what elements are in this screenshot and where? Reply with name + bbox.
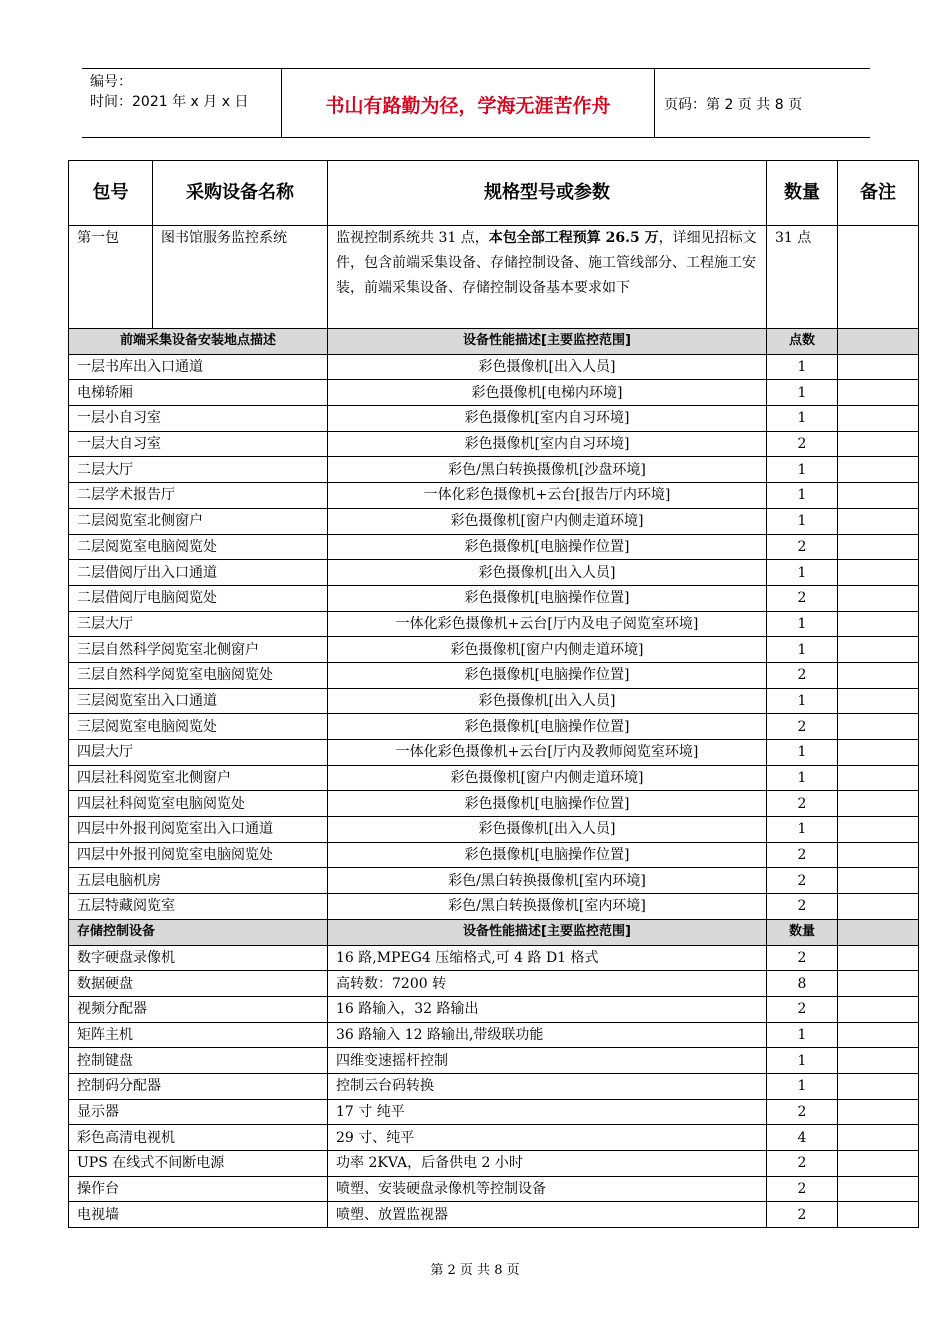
point-count: 2 <box>767 842 838 868</box>
storage-row <box>69 1176 919 1202</box>
front-end-row <box>69 585 919 611</box>
device-description: 一体化彩色摄像机+云台[厅内及电子阅览室环境] <box>328 611 767 637</box>
remark-cell <box>838 1022 919 1048</box>
point-count: 2 <box>767 868 838 894</box>
table-header-row <box>69 161 919 226</box>
remark-cell <box>838 457 919 483</box>
remark-cell <box>838 765 919 791</box>
point-count: 1 <box>767 637 838 663</box>
remark-cell <box>838 817 919 843</box>
point-count: 1 <box>767 457 838 483</box>
device-description: 彩色/黑白转换摄像机[室内环境] <box>328 868 767 894</box>
section2-name-header: 存储控制设备 <box>69 919 328 945</box>
install-location: 三层阅览室出入口通道 <box>69 688 328 714</box>
device-description: 一体化彩色摄像机+云台[厅内及教师阅览室环境] <box>328 740 767 766</box>
remark-cell <box>838 1176 919 1202</box>
install-location: 二层阅览室电脑阅览处 <box>69 534 328 560</box>
remark-cell <box>838 534 919 560</box>
equipment-name: 操作台 <box>69 1176 328 1202</box>
equipment-name: 彩色高清电视机 <box>69 1125 328 1151</box>
device-description: 彩色摄像机[电脑操作位置] <box>328 714 767 740</box>
section2-count-header: 数量 <box>767 919 838 945</box>
remark-cell <box>838 1202 919 1228</box>
remark-cell <box>838 431 919 457</box>
remark-cell <box>838 637 919 663</box>
point-count: 2 <box>767 791 838 817</box>
equipment-name: 控制码分配器 <box>69 1073 328 1099</box>
front-end-row <box>69 688 919 714</box>
storage-row <box>69 945 919 971</box>
install-location: 三层自然科学阅览室北侧窗户 <box>69 637 328 663</box>
point-count: 2 <box>767 534 838 560</box>
remark-cell <box>838 611 919 637</box>
point-count: 1 <box>767 354 838 380</box>
remark-cell <box>838 945 919 971</box>
install-location: 四层社科阅览室北侧窗户 <box>69 765 328 791</box>
device-description: 彩色摄像机[电脑操作位置] <box>328 534 767 560</box>
install-location: 二层借阅厅出入口通道 <box>69 560 328 586</box>
install-location: 四层中外报刊阅览室电脑阅览处 <box>69 842 328 868</box>
remark-cell <box>838 508 919 534</box>
equipment-description: 喷塑、放置监视器 <box>328 1202 767 1228</box>
front-end-row <box>69 611 919 637</box>
front-end-row <box>69 714 919 740</box>
point-count: 1 <box>767 688 838 714</box>
device-description: 彩色摄像机[出入人员] <box>328 688 767 714</box>
install-location: 五层特藏阅览室 <box>69 894 328 920</box>
point-count: 2 <box>767 585 838 611</box>
device-description: 彩色摄像机[电脑操作位置] <box>328 842 767 868</box>
front-end-row <box>69 380 919 406</box>
remark-cell <box>838 740 919 766</box>
col-header-qty: 数量 <box>767 161 838 226</box>
install-location: 三层阅览室电脑阅览处 <box>69 714 328 740</box>
equipment-count: 8 <box>767 971 838 997</box>
section1-desc-header: 设备性能描述[主要监控范围] <box>328 329 767 355</box>
device-description: 彩色摄像机[电脑操作位置] <box>328 662 767 688</box>
remark-cell <box>838 483 919 509</box>
equipment-name: 电视墙 <box>69 1202 328 1228</box>
header-page-cell <box>654 69 870 137</box>
point-count: 1 <box>767 483 838 509</box>
device-description: 彩色摄像机[窗户内侧走道环境] <box>328 508 767 534</box>
storage-row <box>69 1073 919 1099</box>
point-count: 1 <box>767 380 838 406</box>
remark-cell <box>838 1151 919 1177</box>
storage-row <box>69 1202 919 1228</box>
point-count: 2 <box>767 894 838 920</box>
remark-cell <box>838 380 919 406</box>
package-spec-post: ，详细见招标文件，包含前端采集设备、存储控制设备、施工管线部分、工程施工安装，前端采集设备、存储控制设备基本要求如下 <box>336 230 757 296</box>
device-description: 彩色摄像机[电脑操作位置] <box>328 791 767 817</box>
package-spec-budget: 本包全部工程预算 26.5 万 <box>488 230 659 246</box>
install-location: 五层电脑机房 <box>69 868 328 894</box>
storage-row <box>69 996 919 1022</box>
section1-count-header: 点数 <box>767 329 838 355</box>
remark-cell <box>838 406 919 432</box>
document-date: 时间：2021 年 x 月 x 日 <box>90 94 249 110</box>
front-end-row <box>69 406 919 432</box>
storage-row <box>69 1099 919 1125</box>
install-location: 二层借阅厅电脑阅览处 <box>69 585 328 611</box>
storage-row <box>69 1125 919 1151</box>
equipment-description: 16 路输入，32 路输出 <box>328 996 767 1022</box>
equipment-description: 功率 2KVA，后备供电 2 小时 <box>328 1151 767 1177</box>
motto: 书山有路勤为径，学海无涯苦作舟 <box>325 95 611 117</box>
device-description: 彩色摄像机[出入人员] <box>328 817 767 843</box>
remark-cell <box>838 585 919 611</box>
device-description: 彩色摄像机[出入人员] <box>328 560 767 586</box>
remark-cell <box>838 996 919 1022</box>
equipment-description: 喷塑、安装硬盘录像机等控制设备 <box>328 1176 767 1202</box>
equipment-description: 控制云台码转换 <box>328 1073 767 1099</box>
equipment-count: 2 <box>767 945 838 971</box>
front-end-row <box>69 842 919 868</box>
install-location: 一层大自习室 <box>69 431 328 457</box>
front-end-row <box>69 637 919 663</box>
remark-cell <box>838 688 919 714</box>
equipment-count: 2 <box>767 1202 838 1228</box>
install-location: 三层自然科学阅览室电脑阅览处 <box>69 662 328 688</box>
equipment-description: 36 路输入 12 路输出,带级联功能 <box>328 1022 767 1048</box>
point-count: 1 <box>767 560 838 586</box>
equipment-description: 16 路,MPEG4 压缩格式,可 4 路 D1 格式 <box>328 945 767 971</box>
equipment-count: 2 <box>767 1099 838 1125</box>
install-location: 一层书库出入口通道 <box>69 354 328 380</box>
equipment-name: 数据硬盘 <box>69 971 328 997</box>
col-header-spec: 规格型号或参数 <box>328 161 767 226</box>
storage-row <box>69 1022 919 1048</box>
equipment-description: 高转数：7200 转 <box>328 971 767 997</box>
front-end-row <box>69 868 919 894</box>
install-location: 二层大厅 <box>69 457 328 483</box>
device-description: 彩色摄像机[出入人员] <box>328 354 767 380</box>
point-count: 2 <box>767 662 838 688</box>
front-end-row <box>69 560 919 586</box>
page-footer: 第 2 页 共 8 页 <box>430 1263 520 1278</box>
remark-cell <box>838 868 919 894</box>
install-location: 四层大厅 <box>69 740 328 766</box>
page-header <box>82 68 870 138</box>
device-description: 彩色摄像机[室内自习环境] <box>328 431 767 457</box>
header-info-cell <box>82 69 281 137</box>
section2-remark-header <box>838 919 919 945</box>
storage-row <box>69 1048 919 1074</box>
equipment-count: 4 <box>767 1125 838 1151</box>
front-end-row <box>69 791 919 817</box>
section-header-storage <box>69 919 919 945</box>
remark-cell <box>838 354 919 380</box>
equipment-description: 四维变速摇杆控制 <box>328 1048 767 1074</box>
point-count: 1 <box>767 611 838 637</box>
equipment-description: 17 寸 纯平 <box>328 1099 767 1125</box>
package-id: 第一包 <box>69 226 153 329</box>
front-end-row <box>69 662 919 688</box>
point-count: 2 <box>767 714 838 740</box>
device-description: 彩色摄像机[电梯内环境] <box>328 380 767 406</box>
section2-desc-header: 设备性能描述[主要监控范围] <box>328 919 767 945</box>
remark-cell <box>838 842 919 868</box>
remark-cell <box>838 971 919 997</box>
equipment-count: 1 <box>767 1073 838 1099</box>
install-location: 二层学术报告厅 <box>69 483 328 509</box>
front-end-row <box>69 817 919 843</box>
point-count: 1 <box>767 406 838 432</box>
col-header-remark: 备注 <box>838 161 919 226</box>
package-spec <box>328 226 767 329</box>
device-description: 彩色摄像机[窗户内侧走道环境] <box>328 637 767 663</box>
point-count: 1 <box>767 817 838 843</box>
front-end-row <box>69 534 919 560</box>
package-name: 图书馆服务监控系统 <box>153 226 328 329</box>
equipment-count: 1 <box>767 1048 838 1074</box>
install-location: 三层大厅 <box>69 611 328 637</box>
point-count: 1 <box>767 740 838 766</box>
remark-cell <box>838 1073 919 1099</box>
device-description: 彩色摄像机[窗户内侧走道环境] <box>328 765 767 791</box>
equipment-count: 1 <box>767 1022 838 1048</box>
device-description: 彩色摄像机[室内自习环境] <box>328 406 767 432</box>
equipment-name: 视频分配器 <box>69 996 328 1022</box>
remark-cell <box>838 662 919 688</box>
front-end-row <box>69 508 919 534</box>
equipment-description: 29 寸、纯平 <box>328 1125 767 1151</box>
section1-remark-header <box>838 329 919 355</box>
section-header-front-end <box>69 329 919 355</box>
equipment-count: 2 <box>767 1151 838 1177</box>
install-location: 二层阅览室北侧窗户 <box>69 508 328 534</box>
package-row <box>69 226 919 329</box>
package-spec-pre: 监视控制系统共 31 点， <box>336 230 489 246</box>
install-location: 电梯轿厢 <box>69 380 328 406</box>
remark-cell <box>838 1048 919 1074</box>
front-end-row <box>69 894 919 920</box>
front-end-row <box>69 765 919 791</box>
remark-cell <box>838 714 919 740</box>
front-end-row <box>69 740 919 766</box>
package-remark <box>838 226 919 329</box>
remark-cell <box>838 791 919 817</box>
page-indicator: 页码：第 2 页 共 8 页 <box>664 97 803 113</box>
equipment-name: 矩阵主机 <box>69 1022 328 1048</box>
col-header-name: 采购设备名称 <box>153 161 328 226</box>
storage-row <box>69 971 919 997</box>
equipment-name: 显示器 <box>69 1099 328 1125</box>
point-count: 1 <box>767 508 838 534</box>
equipment-count: 2 <box>767 996 838 1022</box>
header-motto-cell <box>281 69 655 137</box>
front-end-row <box>69 457 919 483</box>
package-qty: 31 点 <box>767 226 838 329</box>
front-end-row <box>69 354 919 380</box>
remark-cell <box>838 1099 919 1125</box>
device-description: 彩色/黑白转换摄像机[沙盘环境] <box>328 457 767 483</box>
storage-row <box>69 1151 919 1177</box>
remark-cell <box>838 1125 919 1151</box>
device-description: 彩色摄像机[电脑操作位置] <box>328 585 767 611</box>
equipment-name: UPS 在线式不间断电源 <box>69 1151 328 1177</box>
section1-location-header: 前端采集设备安装地点描述 <box>69 329 328 355</box>
procurement-table <box>68 160 919 1228</box>
install-location: 四层社科阅览室电脑阅览处 <box>69 791 328 817</box>
equipment-name: 控制键盘 <box>69 1048 328 1074</box>
front-end-row <box>69 483 919 509</box>
col-header-package: 包号 <box>69 161 153 226</box>
equipment-name: 数字硬盘录像机 <box>69 945 328 971</box>
document-number: 编号： <box>90 74 132 90</box>
equipment-count: 2 <box>767 1176 838 1202</box>
front-end-row <box>69 431 919 457</box>
remark-cell <box>838 560 919 586</box>
point-count: 2 <box>767 431 838 457</box>
install-location: 四层中外报刊阅览室出入口通道 <box>69 817 328 843</box>
device-description: 一体化彩色摄像机+云台[报告厅内环境] <box>328 483 767 509</box>
point-count: 1 <box>767 765 838 791</box>
install-location: 一层小自习室 <box>69 406 328 432</box>
device-description: 彩色/黑白转换摄像机[室内环境] <box>328 894 767 920</box>
remark-cell <box>838 894 919 920</box>
